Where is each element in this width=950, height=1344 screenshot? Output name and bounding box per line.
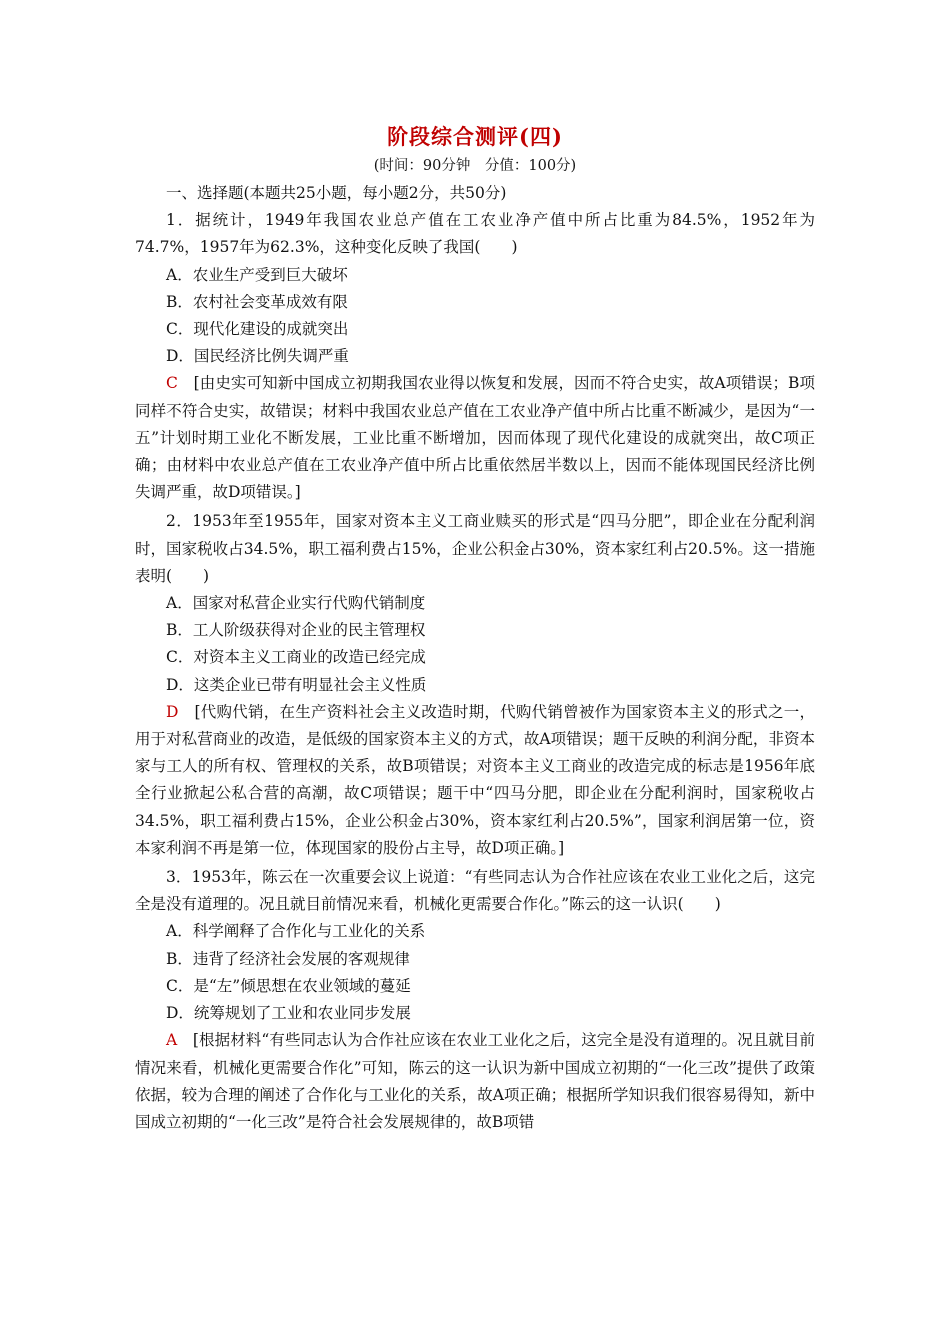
- answer-letter: C: [166, 374, 178, 393]
- option-c: C．现代化建设的成就突出: [166, 320, 349, 339]
- answer-explanation: [135, 370, 815, 506]
- question-2: [135, 508, 815, 862]
- option-d: D．这类企业已带有明显社会主义性质: [166, 675, 427, 694]
- option-b: B．农村社会变革成效有限: [166, 292, 348, 311]
- question-1: [135, 207, 815, 506]
- exam-time-score: (时间：90分钟 分值：100分): [373, 158, 577, 174]
- question-stem: 1．据统计，1949年我国农业总产值在工农业净产值中所占比重为84.5%，1952年为74.7%，1957年为62.3%，这种变化反映了我国( ): [135, 211, 815, 257]
- page-title: 阶段综合测评(四): [387, 124, 563, 149]
- option-c: C．对资本主义工商业的改造已经完成: [166, 648, 426, 667]
- question-stem: 2．1953年至1955年，国家对资本主义工商业赎买的形式是“四马分肥”，即企业在分配利润时，国家税收占34.5%，职工福利费占15%，企业公积金占30%，资本家红利占20.5%。这一措施表明( ): [135, 512, 815, 585]
- answer-letter: A: [166, 1031, 178, 1050]
- explanation-text: [由史实可知新中国成立初期我国农业得以恢复和发展，因而不符合史实，故A项错误；B项同样不符合史实，故错误；材料中我国农业总产值在工农业净产值中所占比重不断减少，是因为“一五”计划时期工业化不断发展，工业比重不断增加，因而体现了现代化建设的成就突出，故C项正确；由材料中农业总产值在工农业净产值中所占比重依然居半数以上，因而不能体现国民经济比例失调严重，故D项错误。]: [135, 374, 815, 502]
- question-3: [135, 864, 815, 1136]
- option-d: D．统筹规划了工业和农业同步发展: [166, 1004, 411, 1023]
- document-body: [135, 122, 815, 1136]
- answer-letter: D: [166, 702, 179, 721]
- section-heading: 一、选择题(本题共25小题，每小题2分，共50分): [166, 184, 507, 202]
- option-c: C．是“左”倾思想在农业领域的蔓延: [166, 976, 411, 995]
- question-stem: 3．1953年，陈云在一次重要会议上说道：“有些同志认为合作社应该在农业工业化之后，这完全是没有道理的。况且就目前情况来看，机械化更需要合作化。”陈云的这一认识( ): [135, 868, 815, 914]
- explanation-text: [根据材料“有些同志认为合作社应该在农业工业化之后，这完全是没有道理的。况且就目前情况来看，机械化更需要合作化”可知，陈云的这一认识为新中国成立初期的“一化三改”提供了政策依据，较为合理的阐述了合作化与工业化的关系，故A项正确；根据所学知识我们很容易得知，新中国成立初期的“一化三改”是符合社会发展规律的，故B项错: [135, 1031, 815, 1131]
- option-a: A．国家对私营企业实行代购代销制度: [166, 594, 426, 613]
- option-a: A．农业生产受到巨大破坏: [166, 265, 348, 284]
- option-d: D．国民经济比例失调严重: [166, 347, 349, 366]
- option-b: B．违背了经济社会发展的客观规律: [166, 949, 410, 968]
- option-a: A．科学阐释了合作化与工业化的关系: [166, 922, 426, 941]
- option-b: B．工人阶级获得对企业的民主管理权: [166, 621, 426, 640]
- answer-explanation: [135, 699, 815, 862]
- answer-explanation: [135, 1027, 815, 1136]
- explanation-text: [代购代销，在生产资料社会主义改造时期，代购代销曾被作为国家资本主义的形式之一，用于对私营商业的改造，是低级的国家资本主义的方式，故A项错误；题干反映的利润分配，非资本家与工人的所有权、管理权的关系，故B项错误；对资本主义工商业的改造完成的标志是1956年底全行业掀起公私合营的高潮，故C项错误；题干中“四马分肥，即企业在分配利润时，国家税收占34.5%，职工福利费占15%，企业公积金占30%，资本家红利占20.5%”，国家利润居第一位，资本家利润不再是第一位，体现国家的股份占主导，故D项正确。]: [135, 702, 815, 857]
